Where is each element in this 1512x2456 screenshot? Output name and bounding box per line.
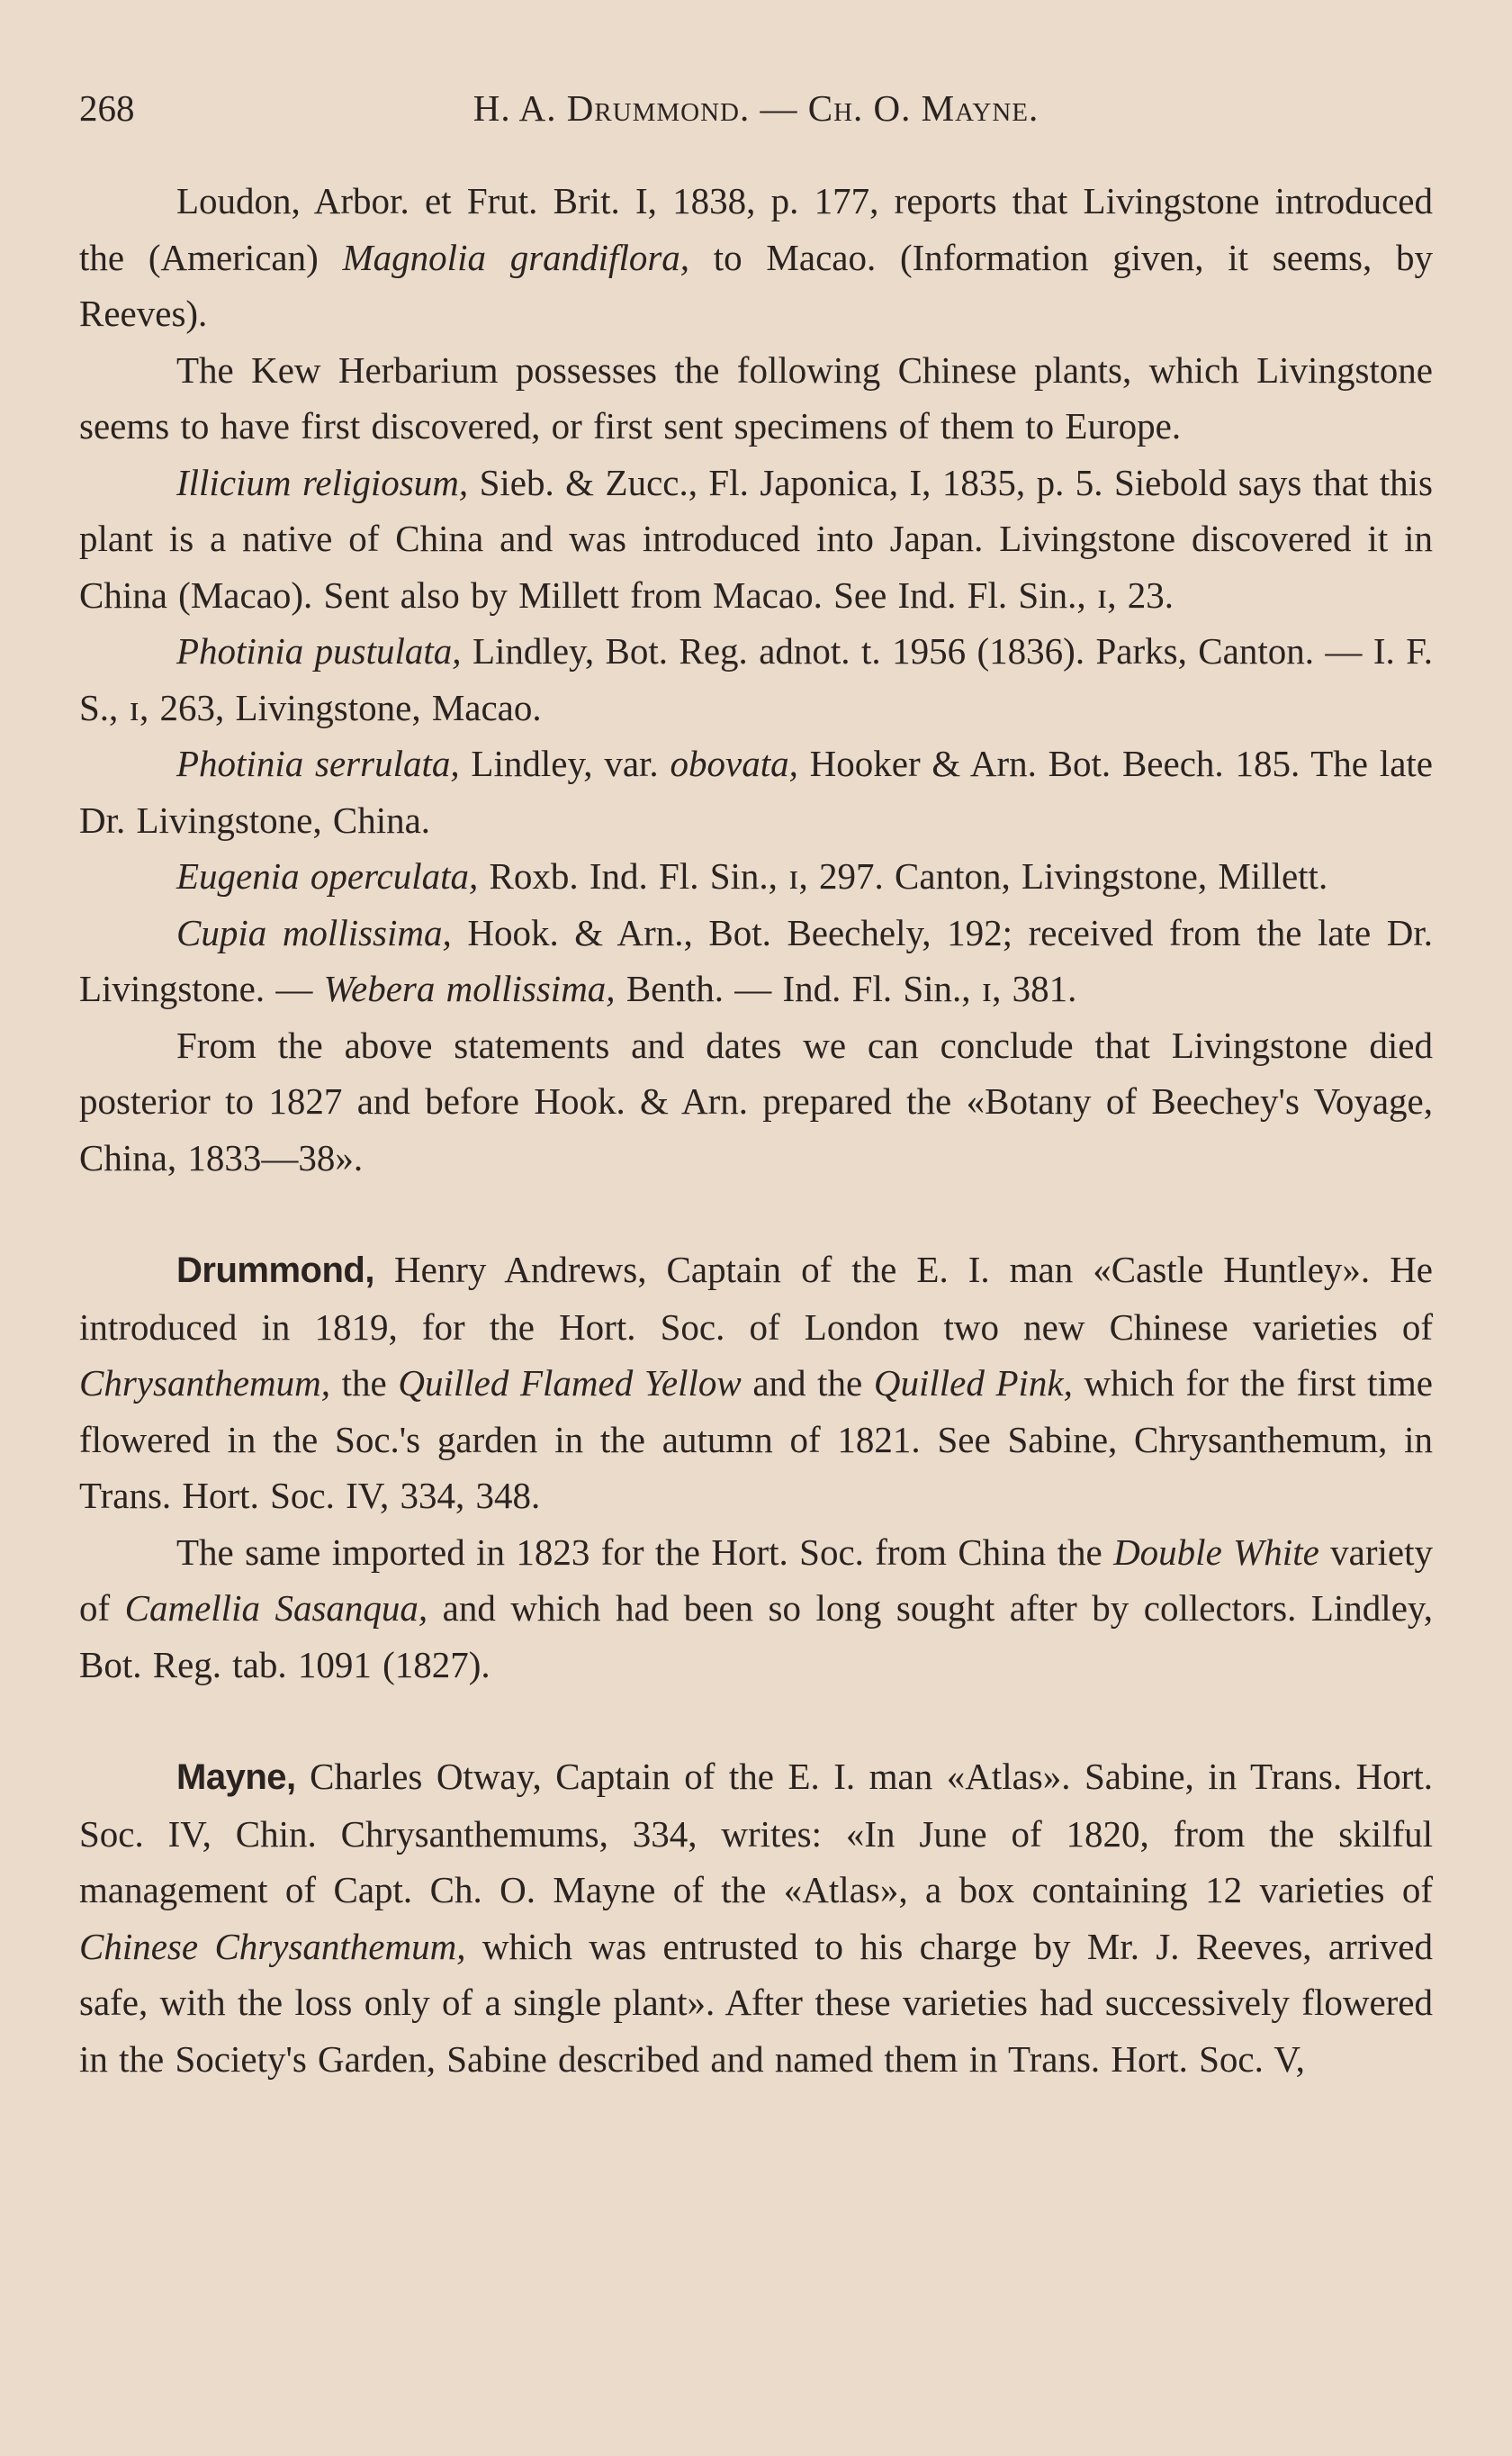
taxon-name: Photinia pustulata, [176, 630, 462, 672]
taxon-name: Photinia serrulata, [176, 743, 460, 784]
text-run: The Kew Herbarium possesses the following Chinese plants, which Livingstone seems to have first discovered, or first sent specimens of them to Europe. [79, 348, 1433, 447]
text-run: and which had been so long sought after by collectors. Lindley, Bot. Reg. tab. 1091 (1827). [79, 1587, 1433, 1685]
text-run: the [330, 1362, 399, 1404]
taxon-name: Magnolia grandiflora, [342, 236, 690, 278]
paragraph-kew-herbarium [79, 342, 1433, 455]
paragraph-illicium [79, 455, 1433, 624]
paragraph-drummond-camellia [79, 1524, 1433, 1693]
text-run: and the [741, 1362, 874, 1404]
paragraph-cupia [79, 905, 1433, 1017]
section-gap [79, 1693, 1433, 1748]
text-run: Sieb. & Zucc., Fl. Japonica, I, 1835, p. 5. Siebold says that this plant is a native of China and was introduced into Japan. Livingstone discovered it in China (Macao). Sent also by Millett from Macao. See Ind. Fl. Sin., ɪ, 23. [79, 461, 1433, 616]
section-gap [79, 1186, 1433, 1242]
text-run: variety of [79, 1530, 1433, 1629]
text-run: Henry Andrews, Captain of the E. I. man «Castle Huntley». He introduced in 1819, for the Hort. Soc. of London two new Chinese varieties of [79, 1249, 1433, 1348]
entry-heading-drummond: Drummond, [176, 1251, 374, 1290]
paragraph-drummond-entry [79, 1242, 1433, 1524]
text-run: which was entrusted to his charge by Mr. J. Reeves, arrived safe, with the loss only of a single plant». After these varieties had successively flowered in the Society's Garden, Sabine described and named them in Trans. Hort. Soc. V, [79, 1925, 1433, 2080]
taxon-name: Chrysanthemum, [79, 1362, 331, 1404]
document-page [79, 86, 1433, 2087]
paragraph-photinia-pustulata [79, 623, 1433, 736]
text-run: Hook. & Arn., Bot. Beechely, 192; received from the late Dr. Livingstone. — [79, 911, 1434, 1009]
text-run: From the above statements and dates we can conclude that Livingstone died posterior to 1827 and before Hook. & Arn. prepared the «Botany of Beechey's Voyage, China, 1833—38». [79, 1024, 1433, 1178]
paragraph-photinia-serrulata [79, 736, 1433, 848]
paragraph-mayne-entry [79, 1748, 1433, 2087]
paragraph-conclusion [79, 1017, 1433, 1187]
text-run: Benth. — Ind. Fl. Sin., ɪ, 381. [615, 968, 1077, 1009]
running-head [79, 86, 1433, 130]
taxon-name: Chinese Chrysanthemum, [79, 1925, 466, 1967]
variety-name: Quilled Pink, [873, 1362, 1073, 1404]
text-run: The same imported in 1823 for the Hort. Soc. from China the [176, 1530, 1114, 1573]
text-run: Loudon, Arbor. et Frut. Brit. I, 1838, p. 177, reports that Livingstone introduced the (American) [79, 180, 1433, 278]
text-run: Lindley, Bot. Reg. adnot. t. 1956 (1836). Parks, Canton. — I. F. S., ɪ, 263, Livingstone, Macao. [79, 630, 1433, 728]
page-number: 268 [79, 87, 135, 129]
paragraph-eugenia [79, 848, 1433, 905]
page-header [79, 86, 1433, 140]
text-run: to Macao. (Information given, it seems, by Reeves). [79, 236, 1433, 334]
taxon-name: Illicium religiosum, [176, 461, 469, 503]
taxon-name: Webera mollissima, [323, 968, 616, 1009]
text-run: Hooker & Arn. Bot. Beech. 185. The late Dr. Livingstone, China. [79, 743, 1433, 841]
variety-name: Quilled Flamed Yellow [398, 1362, 742, 1404]
taxon-name: Cupia mollissima, [176, 911, 452, 953]
running-head-author-1: H. A. Drummond. [472, 87, 751, 129]
taxon-name: Camellia Sasanqua, [124, 1587, 428, 1629]
taxon-name: Eugenia operculata, [176, 855, 479, 897]
running-head-author-2: Ch. O. Mayne. [807, 87, 1040, 129]
text-run: Roxb. Ind. Fl. Sin., ɪ, 297. Canton, Livingstone, Millett. [478, 855, 1328, 897]
entry-heading-mayne: Mayne, [176, 1757, 296, 1797]
paragraph-loudon [79, 173, 1433, 342]
text-run: which for the first time flowered in the Soc.'s garden in the autumn of 1821. See Sabine, Chrysanthemum, in Trans. Hort. Soc. IV, 334, 348. [79, 1362, 1434, 1516]
text-run: Charles Otway, Captain of the E. I. man «Atlas». Sabine, in Trans. Hort. Soc. IV, Chin. Chrysanthemums, 334, writes: «In June of 1820, from the skilful management of Capt. Ch. O. Mayne of the «Atlas», a box containing 12 varieties of [79, 1756, 1433, 1910]
variety-name: Double White [1113, 1530, 1319, 1573]
taxon-name: obovata, [670, 743, 798, 784]
text-run: Lindley, var. [459, 743, 670, 784]
running-head-dash: — [760, 87, 798, 129]
